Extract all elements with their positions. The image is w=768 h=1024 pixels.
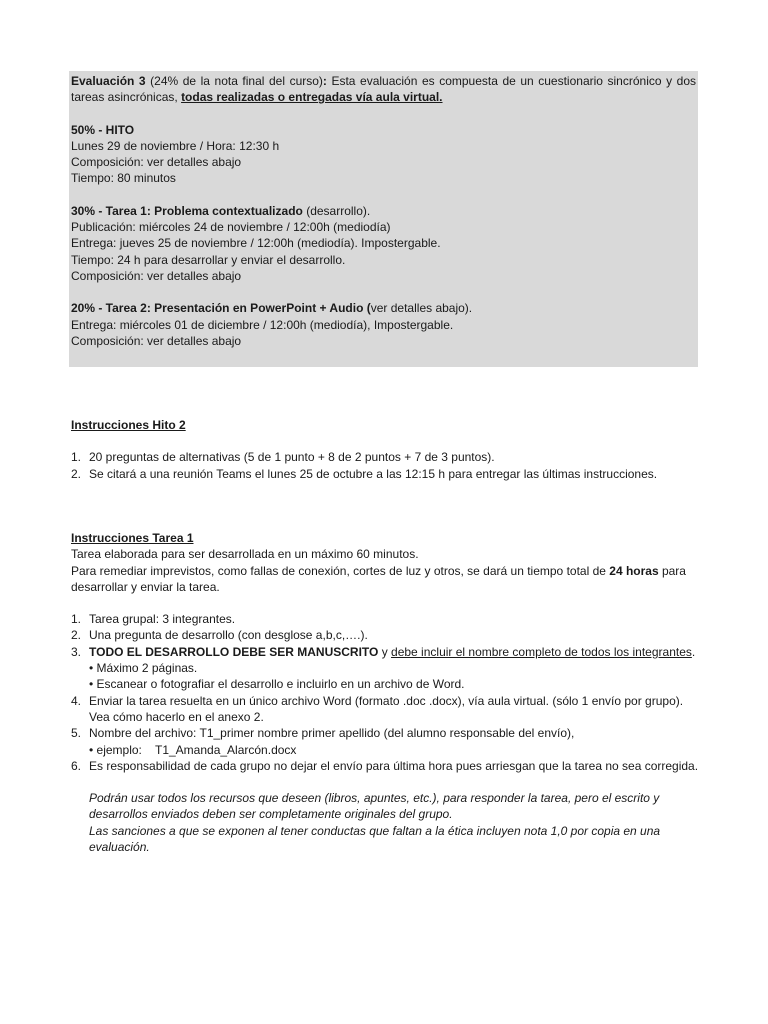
list-text: Nombre del archivo: T1_primer nombre primer apellido (del alumno responsable del envío), — [89, 726, 575, 741]
tarea1-section — [71, 530, 699, 855]
evaluation-colon: : — [322, 74, 327, 88]
sub-item — [71, 742, 699, 758]
list-text: Tarea grupal: 3 integrantes. — [89, 612, 236, 627]
tarea1-summary-line: Tiempo: 24 h para desarrollar y enviar el desarrollo. — [71, 252, 346, 267]
names-requirement: debe incluir el nombre completo de todos los integrantes — [391, 644, 692, 659]
tarea2-summary-title-bold: 20% - Tarea 2: Presentación en PowerPoint + Audio ( — [71, 301, 371, 316]
tarea1-summary-line: Entrega: jueves 25 de noviembre / 12:00h (mediodía). Impostergable. — [71, 236, 441, 251]
list-number: 2. — [71, 466, 82, 481]
evaluation-summary-box — [69, 71, 698, 367]
tarea2-summary-title — [71, 300, 696, 316]
hito-line: Composición: ver detalles abajo — [71, 155, 242, 170]
tarea1-intro-hours: 24 horas — [609, 563, 659, 578]
tarea2-summary-line: Composición: ver detalles abajo — [71, 333, 242, 348]
list-text: Una pregunta de desarrollo (con desglose a,b,c,….). — [89, 628, 368, 643]
sanctions-note: Las sanciones a que se exponen al tener conductas que faltan a la ética incluyen nota 1,0 por copia en una evaluación. — [89, 823, 661, 855]
evaluation-percentage: (24% de la nota final del curso) — [145, 74, 323, 88]
manuscrito-requirement: TODO EL DESARROLLO DEBE SER MANUSCRITO — [89, 644, 379, 659]
list-item — [71, 627, 699, 643]
evaluation-emphasis: todas realizadas o entregadas vía aula virtual. — [181, 90, 443, 105]
tarea2-summary-line: Entrega: miércoles 01 de diciembre / 12:00h (mediodía), Impostergable. — [71, 317, 454, 332]
list-item — [71, 644, 699, 660]
list-number: 6. — [71, 758, 82, 773]
resources-note: Podrán usar todos los recursos que deseen (libros, apuntes, etc.), para responder la tarea, pero el escrito y desarrollos enviados deben ser completamente originales del grupo. — [89, 791, 660, 822]
list-text: . — [691, 644, 696, 659]
hito-line: Tiempo: 80 minutos — [71, 171, 176, 186]
sub-item-text: • Escanear o fotografiar el desarrollo e incluirlo en un archivo de Word. — [89, 677, 465, 692]
evaluation-title: Evaluación 3 — [71, 74, 146, 88]
list-item — [71, 693, 699, 726]
list-text: 20 preguntas de alternativas (5 de 1 punto + 8 de 2 puntos + 7 de 3 puntos). — [89, 450, 495, 465]
tarea1-intro: Tarea elaborada para ser desarrollada en un máximo 60 minutos. — [71, 547, 419, 562]
list-item — [71, 611, 699, 627]
tarea1-summary-title-bold: 30% - Tarea 1: Problema contextualizado — [71, 203, 303, 218]
list-text: Enviar la tarea resuelta en un único archivo Word (formato .doc .docx), vía aula virtual. (sólo 1 envío por grupo). Vea cómo hacerlo en el anexo 2. — [89, 693, 684, 724]
hito-title: 50% - HITO — [71, 122, 135, 137]
tarea1-heading: Instrucciones Tarea 1 — [71, 531, 194, 545]
tarea2-summary-suffix: ver detalles abajo). — [370, 301, 473, 316]
tarea1-intro-time — [71, 563, 699, 596]
list-number: 1. — [71, 450, 82, 465]
tarea1-summary-title — [71, 203, 696, 219]
tarea1-intro-text: Para remediar imprevistos, como fallas de conexión, cortes de luz y otros, se dará un tiempo total de — [71, 563, 610, 578]
evaluation-intro — [71, 73, 696, 106]
tarea1-list — [71, 611, 699, 774]
sub-item-text: • Máximo 2 páginas. — [89, 661, 198, 676]
list-number: 4. — [71, 693, 82, 708]
hito-line: Lunes 29 de noviembre / Hora: 12:30 h — [71, 138, 280, 153]
list-number: 3. — [71, 644, 82, 659]
list-item — [71, 449, 699, 465]
list-text: Es responsabilidad de cada grupo no dejar el envío para última hora pues arriesgan que la tarea no sea corregida. — [89, 758, 699, 773]
list-number: 1. — [71, 612, 82, 627]
list-item — [71, 725, 699, 741]
list-item — [71, 758, 699, 774]
hito2-section — [71, 417, 699, 482]
list-item — [71, 466, 699, 482]
example-label: • ejemplo: — [89, 742, 142, 757]
list-text: Se citará a una reunión Teams el lunes 25 de octubre a las 12:15 h para entregar las últimas instrucciones. — [89, 466, 658, 481]
tarea1-intro-text-end: para desarrollar y enviar la tarea. — [71, 563, 686, 594]
sub-item — [71, 660, 699, 676]
sub-item — [71, 676, 699, 692]
hito2-heading: Instrucciones Hito 2 — [71, 418, 186, 432]
tarea1-summary-line: Composición: ver detalles abajo — [71, 268, 242, 283]
list-text: y — [378, 644, 392, 659]
example-filename: T1_Amanda_Alarcón.docx — [155, 742, 297, 757]
list-number: 2. — [71, 628, 82, 643]
hito2-list — [71, 449, 699, 482]
tarea1-summary-line: Publicación: miércoles 24 de noviembre / 12:00h (mediodía) — [71, 220, 391, 235]
tarea1-summary-suffix: (desarrollo). — [302, 203, 371, 218]
list-number: 5. — [71, 726, 82, 741]
evaluation-description: Esta evaluación es compuesta de un cuestionario sincrónico y dos tareas asincrónicas, — [71, 74, 696, 105]
